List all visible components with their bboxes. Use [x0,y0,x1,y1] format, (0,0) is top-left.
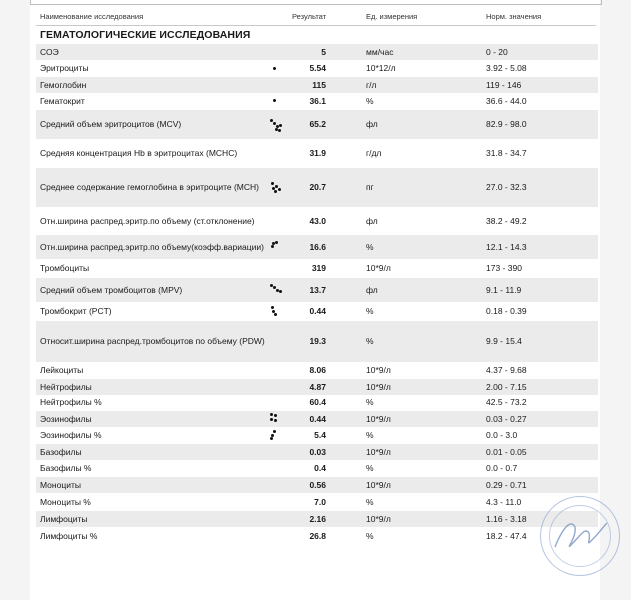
result-value: 5 [321,46,326,57]
marker-dot [274,313,277,316]
unit: % [366,96,374,107]
table-row [36,278,598,302]
unit: % [366,463,374,474]
reference-range: 1.16 - 3.18 [486,513,527,524]
result-value: 16.6 [309,241,326,252]
test-name: Лимфоциты % [40,530,98,541]
result-value: 65.2 [309,119,326,130]
marker-dot [274,190,277,193]
test-name: Лейкоциты [40,365,84,376]
unit: г/дл [366,148,382,159]
header-col-unit: Ед. измерения [366,12,418,21]
test-name: Эозинофилы [40,413,92,424]
result-value: 4.87 [309,381,326,392]
header-col-result: Результат [292,12,327,21]
marker-dot [273,67,276,70]
marker-dot [279,124,282,127]
result-value: 13.7 [309,284,326,295]
reference-range: 0 - 20 [486,46,508,57]
marker-dot [270,437,273,440]
reference-range: 36.6 - 44.0 [486,96,527,107]
test-name: Отн.ширина распред.эритр.по объему (ст.отклонение) [40,215,255,226]
unit: мм/час [366,46,394,57]
abnormal-marker [264,303,286,320]
result-value: 43.0 [309,215,326,226]
unit: % [366,430,374,441]
result-value: 0.56 [309,479,326,490]
marker-dot [278,188,281,191]
marker-dot [274,414,277,417]
marker-dot [270,119,273,122]
reference-range: 4.3 - 11.0 [486,496,522,507]
marker-dot [271,306,274,309]
reference-range: 42.5 - 73.2 [486,397,527,408]
table-row [36,321,598,362]
reference-range: 12.1 - 14.3 [486,241,527,252]
unit: % [366,530,374,541]
result-value: 0.44 [309,413,326,424]
test-name: Эритроциты [40,63,89,74]
result-value: 31.9 [309,148,326,159]
abnormal-marker [264,428,286,443]
table-row [36,168,598,207]
test-name: Средний объем тромбоцитов (MPV) [40,284,183,295]
reference-range: 0.0 - 3.0 [486,430,518,441]
abnormal-marker [264,110,286,139]
table-row [36,428,598,443]
unit: 10*12/л [366,63,396,74]
reference-range: 0.03 - 0.27 [486,413,527,424]
reference-range: 0.0 - 0.7 [486,463,518,474]
table-row [36,528,598,544]
reference-range: 9.9 - 15.4 [486,336,522,347]
result-value: 7.0 [314,496,326,507]
test-name: Гематокрит [40,96,85,107]
test-name: Эозинофилы % [40,430,102,441]
table-row [36,494,598,510]
unit: 10*9/л [366,365,391,376]
table-row [36,395,598,410]
abnormal-marker [264,168,286,207]
table-row [36,477,598,493]
test-name: Нейтрофилы [40,381,92,392]
unit: фл [366,119,378,130]
header-divider [36,25,596,26]
test-name: Нейтрофилы % [40,397,102,408]
unit: фл [366,215,378,226]
unit: % [366,397,374,408]
reference-range: 4.37 - 9.68 [486,365,527,376]
abnormal-marker [264,235,286,259]
reference-range: 27.0 - 32.3 [486,182,527,193]
marker-dot [273,430,276,433]
result-value: 36.1 [309,96,326,107]
abnormal-marker [264,94,286,109]
table-row [36,140,598,167]
marker-dot [279,290,282,293]
table-row [36,260,598,277]
table-row [36,461,598,476]
reference-range: 119 - 146 [486,79,522,90]
table-row [36,235,598,259]
unit: пг [366,182,374,193]
section-title: ГЕМАТОЛОГИЧЕСКИЕ ИССЛЕДОВАНИЯ [40,29,251,41]
result-value: 115 [312,79,326,90]
abnormal-marker [264,278,286,302]
test-name: СОЭ [40,46,59,57]
doctor-stamp [540,496,620,576]
lab-report-page [30,0,600,600]
test-name: Тромбокрит (PCT) [40,306,112,317]
table-row [36,94,598,109]
result-value: 319 [311,263,326,274]
test-name: Отн.ширина распред.эритр.по объему(коэфф.вариации) [40,241,264,252]
header-col-norm: Норм. значения [486,12,542,21]
abnormal-marker [264,61,286,76]
table-row [36,44,598,60]
result-value: 0.44 [309,306,326,317]
result-value: 0.03 [309,446,326,457]
abnormal-marker [264,411,286,427]
marker-dot [271,182,274,185]
result-value: 60.4 [309,397,326,408]
result-value: 2.16 [309,513,326,524]
unit: % [366,241,374,252]
reference-range: 18.2 - 47.4 [486,530,527,541]
reference-range: 31.8 - 34.7 [486,148,527,159]
table-row [36,208,598,234]
test-name: Среднее содержание гемоглобина в эритроците (MCH) [40,182,259,193]
unit: фл [366,284,378,295]
table-row [36,110,598,139]
reference-range: 38.2 - 49.2 [486,215,527,226]
result-value: 19.3 [309,336,326,347]
unit: 10*9/л [366,381,391,392]
result-value: 26.8 [309,530,326,541]
top-border [30,0,602,5]
marker-dot [278,129,281,132]
reference-range: 2.00 - 7.15 [486,381,527,392]
header-col-name: Наименование исследования [40,12,144,21]
result-value: 0.4 [314,463,326,474]
reference-range: 0.01 - 0.05 [486,446,527,457]
marker-dot [275,241,278,244]
marker-dot [273,122,276,125]
reference-range: 9.1 - 11.9 [486,284,522,295]
table-row [36,444,598,460]
unit: г/л [366,79,377,90]
result-value: 5.4 [314,430,326,441]
table-row [36,303,598,320]
result-value: 5.54 [309,63,326,74]
result-value: 8.06 [309,365,326,376]
unit: 10*9/л [366,446,391,457]
marker-dot [275,185,278,188]
marker-dot [274,419,277,422]
reference-range: 0.18 - 0.39 [486,306,527,317]
reference-range: 0.29 - 0.71 [486,479,527,490]
marker-dot [270,413,273,416]
test-name: Гемоглобин [40,79,87,90]
table-row [36,363,598,378]
test-name: Моноциты % [40,496,91,507]
unit: % [366,496,374,507]
unit: 10*9/л [366,413,391,424]
table-row [36,411,598,427]
unit: % [366,306,374,317]
test-name: Средняя концентрация Hb в эритроцитах (MCHC) [40,148,238,159]
test-name: Моноциты [40,479,81,490]
unit: 10*9/л [366,479,391,490]
marker-dot [270,418,273,421]
table-row [36,511,598,527]
unit: 10*9/л [366,263,391,274]
unit: 10*9/л [366,513,391,524]
table-row [36,77,598,93]
reference-range: 3.92 - 5.08 [486,63,527,74]
reference-range: 82.9 - 98.0 [486,119,527,130]
marker-dot [273,99,276,102]
signature-icon [541,497,619,575]
unit: % [366,336,374,347]
result-value: 20.7 [309,182,326,193]
table-row [36,379,598,395]
test-name: Базофилы % [40,463,92,474]
test-name: Тромбоциты [40,263,90,274]
test-name: Базофилы [40,446,82,457]
test-name: Относит.ширина распред.тромбоцитов по объему (PDW) [40,336,265,347]
marker-dot [271,245,274,248]
reference-range: 173 - 390 [486,263,522,274]
table-row [36,61,598,76]
test-name: Лимфоциты [40,513,88,524]
test-name: Средний объем эритроцитов (MCV) [40,119,182,130]
